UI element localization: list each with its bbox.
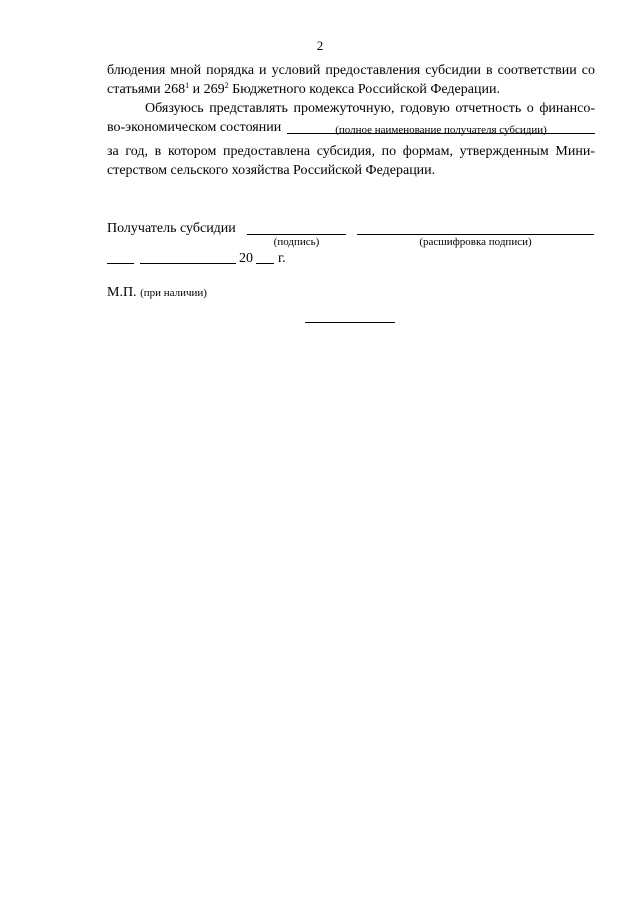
closing-separator — [305, 322, 395, 323]
signature-caption: (подпись) — [273, 236, 320, 248]
stamp-note: (при наличии) — [140, 287, 207, 299]
paragraph-2-line-3: за год, в котором предоставлена субсидия, по формам, утвержденным Мини- — [107, 144, 595, 159]
paragraph-2-line-1: Обязуюсь представлять промежуточную, годовую отчетность о финансо- — [145, 101, 595, 116]
page-number: 2 — [316, 38, 324, 53]
date-year-line[interactable] — [256, 263, 274, 264]
paragraph-1-text-b: и 269 — [189, 82, 225, 97]
paragraph-1-text-c: Бюджетного кодекса Российской Федерации. — [228, 82, 500, 97]
signature-decoding-caption: (расшифровка подписи) — [419, 236, 532, 248]
recipient-name-caption: (полное наименование получателя субсидии) — [335, 124, 547, 136]
recipient-label: Получатель субсидии — [107, 221, 236, 236]
date-day-line[interactable] — [107, 263, 134, 264]
date-year-prefix: 20 — [239, 251, 253, 266]
signature-decoding-line[interactable] — [357, 234, 594, 235]
paragraph-2-line-4: стерством сельского хозяйства Российской Федерации. — [107, 163, 436, 178]
paragraph-2-line-2: во-экономическом состоянии — [107, 120, 282, 135]
paragraph-1-text-a: статьями 268 — [107, 82, 186, 97]
stamp-label: М.П. — [107, 285, 137, 300]
signature-line[interactable] — [247, 234, 346, 235]
date-month-line[interactable] — [140, 263, 236, 264]
stamp-line — [107, 283, 207, 303]
superscript-2: 2 — [224, 81, 229, 90]
date-year-suffix: г. — [278, 251, 286, 266]
superscript-1: 1 — [185, 81, 190, 90]
paragraph-1-line-1: блюдения мной порядка и условий предоставления субсидии в соответствии со — [107, 63, 595, 78]
paragraph-1-line-2 — [107, 80, 595, 99]
